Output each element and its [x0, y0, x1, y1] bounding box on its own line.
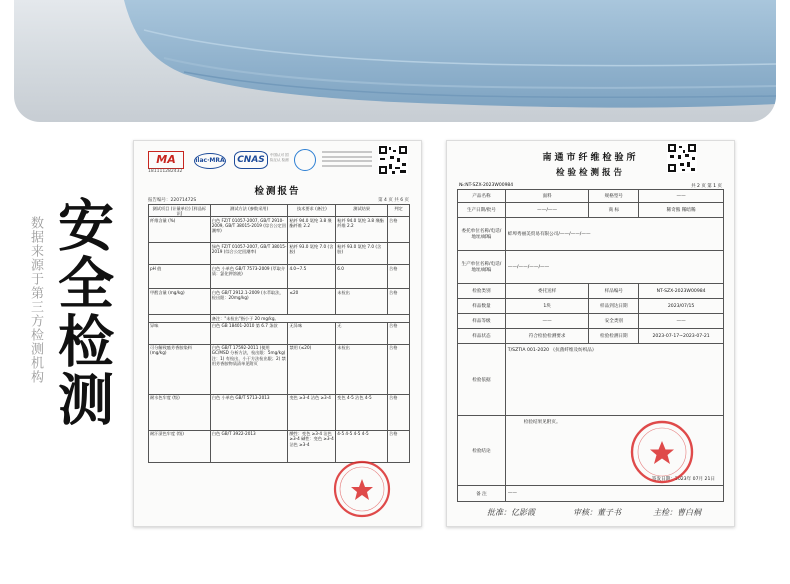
table-row	[149, 315, 410, 322]
test-report-document	[133, 140, 422, 527]
value-manufacturer: ——/——/——/——	[505, 251, 723, 284]
cell-method: 绿色 FZ/T 01057-2007, GB/T 38015-2019 (综合公定回潮率)	[210, 243, 288, 265]
cnas-logo: CNAS	[234, 151, 268, 169]
cell-method: 白色 小单色 GB/T 5713-2013	[210, 394, 288, 430]
cell-method: 白色 GB/T 17592-2011 (使用 GC/MSD 分析方法，检出限：5mg/kg) 注：1) 有检出，小于方法检出限；2) 禁用芳香胺物质清单见附页	[210, 344, 288, 394]
cell-result: 未检出	[336, 289, 388, 315]
inspection-seal-icon	[332, 459, 392, 519]
table-header-row	[149, 205, 410, 217]
cell-result: 变色 4-5 沾色 4-5	[336, 394, 388, 430]
cell-judgement: 合格	[388, 430, 410, 462]
cell-judgement: 合格	[388, 394, 410, 430]
table-row	[458, 486, 724, 502]
cell-note: 备注："未检出"指小于 20 mg/kg。	[210, 315, 409, 322]
table-row	[458, 218, 724, 251]
value-inspection-type: 委托送样	[505, 284, 589, 299]
table-row	[149, 217, 410, 243]
cell-requirement: 粘纤 94.0 氨纶 3.8 聚酯纤维 2.2	[288, 217, 336, 243]
cell-judgement: 合格	[388, 322, 410, 344]
value-arrival-date: 2023/07/15	[639, 299, 724, 314]
cell-judgement: 合格	[388, 265, 410, 289]
label-product-name: 产品名称	[458, 190, 506, 203]
signature-inspector: 主检：曹白桐	[653, 508, 701, 517]
cell-result: 粘纤 93.0 氨纶 7.0 (含胶)	[336, 243, 388, 265]
qr-code-icon	[378, 145, 408, 175]
cell-item: 耐水色牢度 (级)	[149, 394, 211, 430]
label-conclusion: 检验结论	[458, 416, 506, 486]
page-number: 共 2 页 第 1 页	[691, 184, 722, 189]
cell-item	[149, 243, 211, 265]
table-row	[149, 394, 410, 430]
cell-item: 甲醛含量 (mg/kg)	[149, 289, 211, 315]
cell-requirement: 禁用 (≤20)	[288, 344, 336, 394]
value-sample-grade: ——	[505, 314, 589, 329]
value-basis: T/SZTIA 001-2020 《抗菌纤维及纺织品》	[505, 344, 723, 416]
label-sample-quantity: 样品数量	[458, 299, 506, 314]
header-method: 测试方法 (参数采用)	[210, 205, 288, 217]
check-seal-icon	[294, 149, 316, 171]
table-row	[458, 344, 724, 416]
table-row	[458, 329, 724, 344]
product-photo-banner	[14, 0, 776, 122]
cell-item: 异味	[149, 322, 211, 344]
cell-item: 纤维含量 (%)	[149, 217, 211, 243]
test-results-table	[148, 204, 410, 463]
cma-logo: MA	[148, 151, 184, 169]
ilac-mra-logo: ilac·MRA	[194, 153, 226, 169]
cell-judgement: 合格	[388, 289, 410, 315]
issue-date-label: 签发日期：	[651, 477, 675, 482]
label-production-date: 生产日期/批号	[458, 203, 506, 218]
table-row	[458, 203, 724, 218]
cell-result: 粘纤 94.0 氨纶 3.8 聚酯纤维 2.2	[336, 217, 388, 243]
table-row	[149, 243, 410, 265]
value-safety-category: ——	[639, 314, 724, 329]
table-row	[149, 344, 410, 394]
inspection-seal-icon	[629, 419, 695, 485]
inspection-report-document	[446, 140, 735, 527]
label-manufacturer: 生产单位名称/电话/地址/邮编	[458, 251, 506, 284]
table-row	[458, 190, 724, 203]
table-row	[149, 322, 410, 344]
value-inspection-date: 2023-07-17~2023-07-21	[639, 329, 724, 344]
value-sample-quantity: 1块	[505, 299, 589, 314]
value-product-name: 面料	[505, 190, 589, 203]
report-number: 报告编号：22071472S	[148, 198, 197, 203]
label-model: 规格型号	[589, 190, 639, 203]
safety-test-heading: 安全检测	[49, 196, 114, 428]
value-sample-status: 符合检验检测要求	[505, 329, 589, 344]
cell-item: 可分解致癌芳香胺染料 (mg/kg)	[149, 344, 211, 394]
page-number: 第 4 页 共 6 页	[378, 198, 409, 203]
table-row	[149, 265, 410, 289]
cell-item	[149, 315, 211, 322]
accreditation-logos	[148, 147, 408, 181]
cell-method: 白色 GB/T 2912.1-2009 (水萃取法，检出限：20mg/kg)	[210, 289, 288, 315]
label-trademark: 商 标	[589, 203, 639, 218]
label-safety-category: 安全类别	[589, 314, 639, 329]
label-sample-grade: 样品等级	[458, 314, 506, 329]
cell-item: 耐汗渍色牢度 (级)	[149, 430, 211, 462]
cell-result: 6.0	[336, 265, 388, 289]
cell-judgement: 合格	[388, 217, 410, 243]
report-number: №:NT-SZX-2023W00984	[459, 183, 514, 188]
header-item: 测试项目 (计量单位) [样品标识]	[149, 205, 211, 217]
report-title: 检测报告	[254, 186, 301, 197]
table-row	[458, 284, 724, 299]
table-row	[149, 289, 410, 315]
label-inspection-type: 检验类别	[458, 284, 506, 299]
cell-method: 白色 FZ/T 01057-2007, GB/T 2910-2009, GB/T 38015-2019 (综合公定回潮率)	[210, 217, 288, 243]
label-inspection-date: 检验检测日期	[589, 329, 639, 344]
label-arrival-date: 样品到达日期	[589, 299, 639, 314]
label-remark: 备 注	[458, 486, 506, 502]
label-sample-status: 样品状态	[458, 329, 506, 344]
institute-name: 南通市纤维检验所	[542, 153, 639, 163]
cell-requirement: 酸性：变色 ≥3-4 沾色 ≥3-4 碱性：变色 ≥3-4 沾色 ≥3-4	[288, 430, 336, 462]
issue-date: 2023年 07月 21日	[674, 477, 715, 482]
data-source-caption: 数据来源于第三方检测机构	[28, 216, 43, 384]
header-requirement: 技术要求 (备注)	[288, 205, 336, 217]
table-row	[458, 299, 724, 314]
label-client: 委托单位名称/电话/地址/邮编	[458, 218, 506, 251]
cell-requirement: 无异味	[288, 322, 336, 344]
value-remark: ——	[505, 486, 723, 502]
cell-item: pH 值	[149, 265, 211, 289]
label-sample-number: 样品编号	[589, 284, 639, 299]
cell-method: 白色 GB/T 3922-2013	[210, 430, 288, 462]
cell-result: 无	[336, 322, 388, 344]
value-production-date: ——/——	[505, 203, 589, 218]
value-client: 蚌埠秀丽美贸易有限公司/——/——/——	[505, 218, 723, 251]
signature-reviewer: 审核：董子书	[573, 508, 621, 517]
cell-result: 未检出	[336, 344, 388, 394]
cell-requirement: ≤20	[288, 289, 336, 315]
cell-method: 白色 小单色 GB/T 7573-2009 (萃取介质：氯化钾溶液)	[210, 265, 288, 289]
signature-approver: 批准：亿影霞	[487, 508, 535, 517]
cell-result: 4-5 4-5 4-5 4-5	[336, 430, 388, 462]
cnas-note: 中国认可 国际互认 检测	[270, 153, 289, 162]
table-row	[458, 314, 724, 329]
cell-requirement: 粘纤 93.0 氨纶 7.0 (含胶)	[288, 243, 336, 265]
value-conclusion: 检验结果见附页。	[523, 420, 561, 425]
value-sample-number: NT-SZX-2023W00984	[639, 284, 724, 299]
cell-requirement: 4.0~7.5	[288, 265, 336, 289]
report-title: 检验检测报告	[555, 168, 625, 178]
cell-method: 白色 GB 18401-2010 第 6.7 条款	[210, 322, 288, 344]
cell-judgement	[388, 243, 410, 265]
value-trademark: 稀奇熊 稀暗稀	[639, 203, 724, 218]
table-row	[458, 251, 724, 284]
cell-judgement: 合格	[388, 344, 410, 394]
value-model: ——	[639, 190, 724, 203]
cma-number: 181111282432	[148, 169, 183, 174]
header-judgement: 判定	[388, 205, 410, 217]
cell-requirement: 变色 ≥3-4 沾色 ≥3-4	[288, 394, 336, 430]
header-result: 测试结果	[336, 205, 388, 217]
blue-cloth-illustration	[14, 0, 776, 122]
table-row	[149, 430, 410, 462]
label-basis: 检验依据	[458, 344, 506, 416]
issuer-info-lines	[322, 151, 372, 169]
